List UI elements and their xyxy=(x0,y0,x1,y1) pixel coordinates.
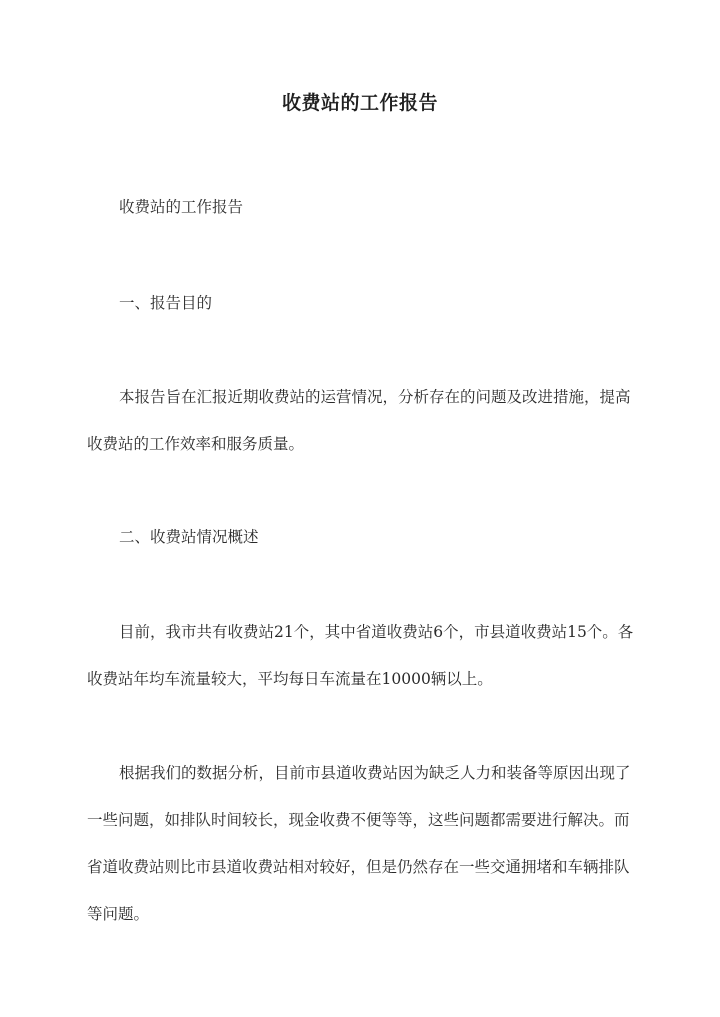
document-subtitle: 收费站的工作报告 xyxy=(119,198,244,216)
section-heading-overview: 二、收费站情况概述 xyxy=(119,528,259,546)
paragraph-purpose: 本报告旨在汇报近期收费站的运营情况，分析存在的问题及改进措施，提高收费站的工作效率和服务质量。 xyxy=(87,388,631,453)
paragraph-overview-stats: 目前，我市共有收费站21个，其中省道收费站6个，市县道收费站15个。各收费站年均车流量较大，平均每日车流量在10000辆以上。 xyxy=(87,623,634,688)
paragraph-overview-analysis: 根据我们的数据分析，目前市县道收费站因为缺乏人力和装备等原因出现了一些问题，如排队时间较长，现金收费不便等等，这些问题都需要进行解决。而省道收费站则比市县道收费站相对较好，但是仍然存在一些交通拥堵和车辆排队等问题。 xyxy=(87,764,631,923)
document-title: 收费站的工作报告 xyxy=(281,92,438,114)
section-heading-purpose: 一、报告目的 xyxy=(119,294,213,312)
